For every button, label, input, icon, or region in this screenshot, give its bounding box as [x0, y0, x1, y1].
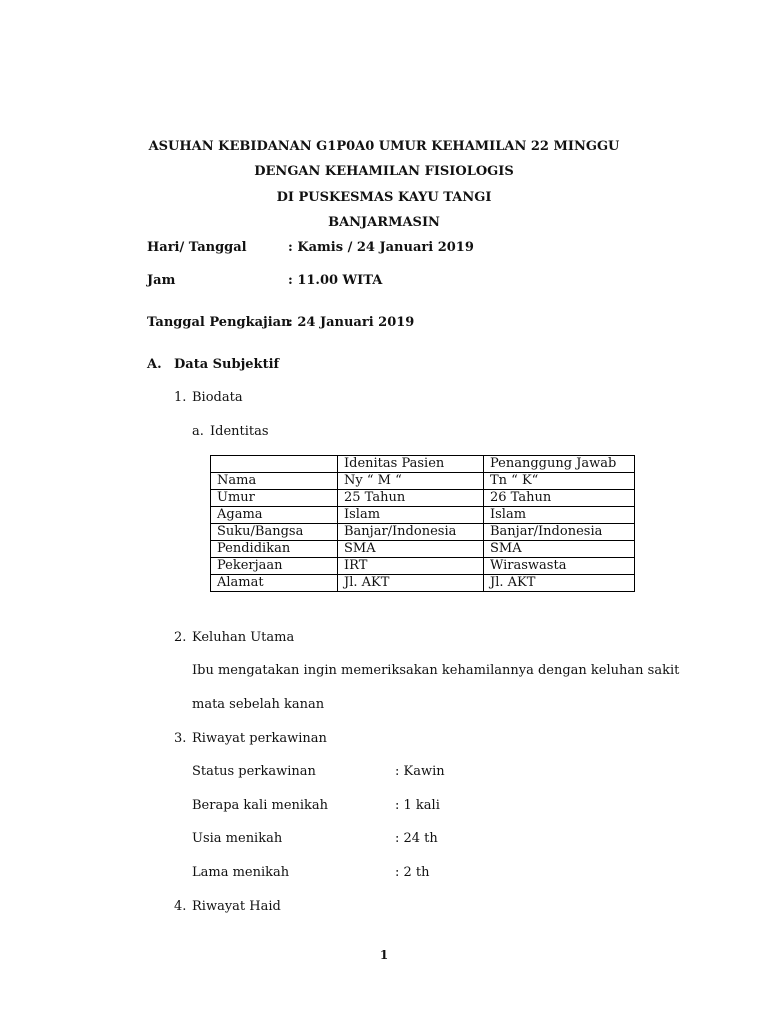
item-2-number: 2.	[174, 630, 187, 645]
table-header-cell	[211, 456, 338, 473]
title-line-4: BANJARMASIN	[328, 215, 440, 230]
table-header-cell: Idenitas Pasien	[338, 456, 484, 473]
table-cell: 26 Tahun	[484, 490, 635, 507]
table-cell: Pendidikan	[211, 541, 338, 558]
info-value-assessment-date: : 24 Januari 2019	[288, 315, 415, 330]
table-cell: Tn “ K“	[484, 473, 635, 490]
info-value-time: : 11.00 WITA	[288, 273, 383, 288]
table-cell: Nama	[211, 473, 338, 490]
table-cell: Wiraswasta	[484, 558, 635, 575]
table-cell: IRT	[338, 558, 484, 575]
table-cell: Ny “ M “	[338, 473, 484, 490]
item-4-title: Riwayat Haid	[192, 899, 281, 914]
table-cell: Jl. AKT	[338, 575, 484, 592]
info-label-date: Hari/ Tanggal	[147, 240, 247, 255]
item-3-title: Riwayat perkawinan	[192, 731, 327, 746]
table-cell: Islam	[484, 507, 635, 524]
table-cell: SMA	[484, 541, 635, 558]
table-row	[211, 507, 635, 524]
table-cell: Banjar/Indonesia	[484, 524, 635, 541]
title-line-1: ASUHAN KEBIDANAN G1P0A0 UMUR KEHAMILAN 22 MINGGU	[148, 139, 620, 154]
table-header-cell: Penanggung Jawab	[484, 456, 635, 473]
table-cell: Islam	[338, 507, 484, 524]
table-cell: Suku/Bangsa	[211, 524, 338, 541]
marriage-field-value: : Kawin	[395, 764, 445, 779]
marriage-field-value: : 2 th	[395, 865, 430, 880]
table-cell: Banjar/Indonesia	[338, 524, 484, 541]
info-value-date: : Kamis / 24 Januari 2019	[288, 240, 474, 255]
marriage-field-label: Berapa kali menikah	[192, 798, 329, 813]
info-label-time: Jam	[147, 273, 176, 288]
marriage-field-label: Lama menikah	[192, 865, 290, 880]
table-row	[211, 558, 635, 575]
item-1a-title: Identitas	[210, 424, 269, 439]
identity-table	[210, 455, 635, 592]
table-cell: Pekerjaan	[211, 558, 338, 575]
complaint-line-2: mata sebelah kanan	[192, 697, 325, 712]
item-1a-letter: a.	[192, 424, 204, 439]
title-line-3: DI PUSKESMAS KAYU TANGI	[276, 190, 492, 205]
table-row	[211, 490, 635, 507]
info-label-assessment-date: Tanggal Pengkajian	[147, 315, 291, 330]
item-1-number: 1.	[174, 390, 187, 405]
table-cell: Umur	[211, 490, 338, 507]
item-2-title: Keluhan Utama	[192, 630, 295, 645]
section-a-marker: A.	[147, 357, 162, 372]
complaint-line-1: Ibu mengatakan ingin memeriksakan kehamilannya dengan keluhan sakit	[192, 663, 680, 678]
table-cell: Jl. AKT	[484, 575, 635, 592]
table-row	[211, 524, 635, 541]
item-3-number: 3.	[174, 731, 187, 746]
table-row	[211, 473, 635, 490]
title-line-2: DENGAN KEHAMILAN FISIOLOGIS	[254, 164, 514, 179]
marriage-field-value: : 24 th	[395, 831, 438, 846]
page-number: 1	[379, 948, 389, 962]
marriage-field-value: : 1 kali	[395, 798, 440, 813]
table-cell: 25 Tahun	[338, 490, 484, 507]
table-cell: Alamat	[211, 575, 338, 592]
marriage-field-label: Status perkawinan	[192, 764, 316, 779]
table-cell: SMA	[338, 541, 484, 558]
item-1-title: Biodata	[192, 390, 243, 405]
table-row	[211, 541, 635, 558]
table-cell: Agama	[211, 507, 338, 524]
marriage-field-label: Usia menikah	[192, 831, 283, 846]
section-a-title: Data Subjektif	[174, 357, 280, 372]
table-header-row	[211, 456, 635, 473]
table-row	[211, 575, 635, 592]
item-4-number: 4.	[174, 899, 187, 914]
